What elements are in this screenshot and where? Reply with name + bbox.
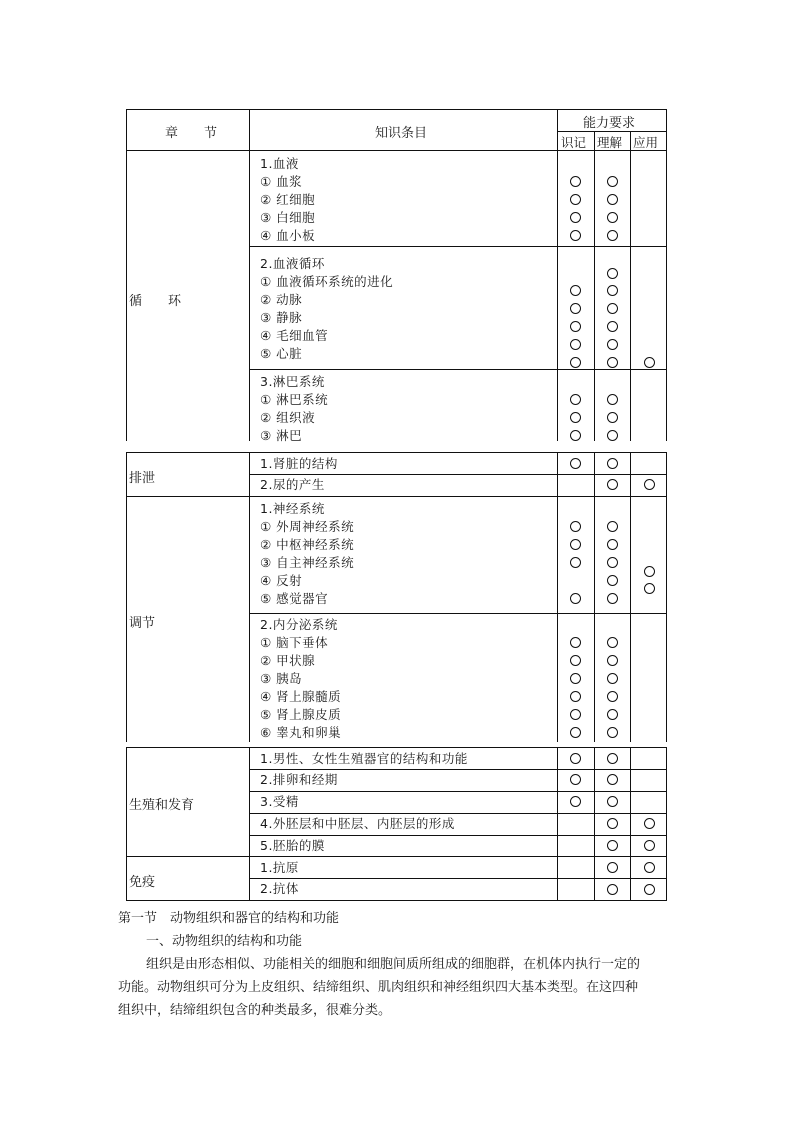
memorize-mark (570, 357, 581, 368)
understand-mark (607, 753, 618, 764)
understand-mark (607, 212, 618, 223)
chapter-label: 循 环 (129, 294, 182, 309)
list-item: ① 脑下垂体 (260, 635, 329, 650)
understand-mark (607, 303, 618, 314)
group-title: 1.血液 (260, 156, 299, 171)
list-item: ① 外周神经系统 (260, 519, 355, 534)
header-col-apply: 应用 (633, 135, 659, 150)
memorize-mark (570, 285, 581, 296)
table-row: 1.肾脏的结构 (260, 456, 338, 471)
memorize-mark (570, 394, 581, 405)
section-reproduction-immunity (126, 747, 667, 901)
list-item: ③ 静脉 (260, 310, 303, 325)
understand-mark (607, 862, 618, 873)
table-row: 4.外胚层和中胚层、内胚层的形成 (260, 816, 455, 831)
list-item: ② 中枢神经系统 (260, 537, 355, 552)
understand-mark (607, 430, 618, 441)
apply-mark (644, 818, 655, 829)
apply-mark (644, 583, 655, 594)
list-item: ② 甲状腺 (260, 653, 316, 668)
memorize-mark (570, 593, 581, 604)
understand-mark (607, 339, 618, 350)
understand-mark (607, 637, 618, 648)
list-item: ③ 白细胞 (260, 210, 316, 225)
understand-mark (607, 412, 618, 423)
paragraph-line: 组织中，结缔组织包含的种类最多，很难分类。 (118, 1003, 392, 1018)
list-item: ④ 肾上腺髓质 (260, 689, 342, 704)
table-row: 2.抗体 (260, 881, 299, 896)
table-row: 3.受精 (260, 794, 299, 809)
table-row: 2.尿的产生 (260, 477, 325, 492)
apply-mark (644, 479, 655, 490)
memorize-mark (570, 691, 581, 702)
header-knowledge: 知识条目 (375, 126, 428, 141)
apply-mark (644, 357, 655, 368)
memorize-mark (570, 212, 581, 223)
memorize-mark (570, 774, 581, 785)
apply-mark (644, 840, 655, 851)
list-item: ④ 毛细血管 (260, 328, 329, 343)
memorize-mark (570, 655, 581, 666)
understand-mark (607, 655, 618, 666)
chapter-label: 调节 (129, 616, 156, 631)
group-title: 2.血液循环 (260, 256, 325, 271)
memorize-mark (570, 412, 581, 423)
list-item: ③ 自主神经系统 (260, 555, 355, 570)
list-item: ① 血液循环系统的进化 (260, 274, 394, 289)
section-circulation (126, 151, 667, 441)
subsection-title: 一、动物组织的结构和功能 (146, 934, 303, 949)
understand-mark (607, 840, 618, 851)
understand-mark (607, 268, 618, 279)
memorize-mark (570, 194, 581, 205)
understand-mark (607, 593, 618, 604)
table-row: 5.胚胎的膜 (260, 838, 325, 853)
table-row: 1.抗原 (260, 860, 299, 875)
list-item: ④ 血小板 (260, 228, 316, 243)
memorize-mark (570, 303, 581, 314)
apply-mark (644, 862, 655, 873)
group-title: 3.淋巴系统 (260, 374, 325, 389)
header-chapter: 章 节 (165, 126, 218, 141)
table-header (126, 109, 667, 151)
paragraph-line: 组织是由形态相似、功能相关的细胞和细胞间质所组成的细胞群，在机体内执行一定的 (146, 957, 641, 972)
memorize-mark (570, 753, 581, 764)
understand-mark (607, 691, 618, 702)
list-item: ⑤ 肾上腺皮质 (260, 707, 342, 722)
table-row: 2.排卵和经期 (260, 772, 338, 787)
understand-mark (607, 394, 618, 405)
memorize-mark (570, 230, 581, 241)
understand-mark (607, 539, 618, 550)
memorize-mark (570, 458, 581, 469)
memorize-mark (570, 637, 581, 648)
memorize-mark (570, 321, 581, 332)
understand-mark (607, 176, 618, 187)
memorize-mark (570, 176, 581, 187)
understand-mark (607, 727, 618, 738)
memorize-mark (570, 557, 581, 568)
understand-mark (607, 285, 618, 296)
list-item: ② 动脉 (260, 292, 303, 307)
table-row: 1.男性、女性生殖器官的结构和功能 (260, 751, 468, 766)
list-item: ① 淋巴系统 (260, 392, 329, 407)
understand-mark (607, 357, 618, 368)
understand-mark (607, 194, 618, 205)
chapter-label: 免疫 (129, 875, 156, 890)
understand-mark (607, 796, 618, 807)
list-item: ⑥ 睾丸和卵巢 (260, 725, 342, 740)
section-excretion-regulation (126, 452, 667, 742)
memorize-mark (570, 521, 581, 532)
list-item: ① 血浆 (260, 174, 303, 189)
section-title: 第一节 动物组织和器官的结构和功能 (118, 911, 340, 926)
understand-mark (607, 230, 618, 241)
understand-mark (607, 575, 618, 586)
understand-mark (607, 458, 618, 469)
list-item: ② 红细胞 (260, 192, 316, 207)
header-col-memorize: 识记 (561, 135, 587, 150)
memorize-mark (570, 727, 581, 738)
list-item: ⑤ 心脏 (260, 346, 303, 361)
list-item: ③ 胰岛 (260, 671, 303, 686)
apply-mark (644, 884, 655, 895)
header-ability: 能力要求 (583, 116, 636, 131)
memorize-mark (570, 430, 581, 441)
header-col-understand: 理解 (597, 135, 623, 150)
paragraph-line: 功能。动物组织可分为上皮组织、结缔组织、肌肉组织和神经组织四大基本类型。在这四种 (118, 980, 639, 995)
understand-mark (607, 479, 618, 490)
chapter-label: 生殖和发育 (129, 798, 195, 813)
list-item: ③ 淋巴 (260, 428, 303, 443)
memorize-mark (570, 673, 581, 684)
understand-mark (607, 521, 618, 532)
chapter-label: 排泄 (129, 471, 156, 486)
group-title: 2.内分泌系统 (260, 617, 338, 632)
memorize-mark (570, 539, 581, 550)
understand-mark (607, 673, 618, 684)
apply-mark (644, 566, 655, 577)
understand-mark (607, 321, 618, 332)
memorize-mark (570, 339, 581, 350)
understand-mark (607, 709, 618, 720)
understand-mark (607, 557, 618, 568)
memorize-mark (570, 709, 581, 720)
list-item: ② 组织液 (260, 410, 316, 425)
understand-mark (607, 774, 618, 785)
list-item: ⑤ 感觉器官 (260, 591, 329, 606)
understand-mark (607, 818, 618, 829)
list-item: ④ 反射 (260, 573, 303, 588)
memorize-mark (570, 796, 581, 807)
group-title: 1.神经系统 (260, 501, 325, 516)
understand-mark (607, 884, 618, 895)
